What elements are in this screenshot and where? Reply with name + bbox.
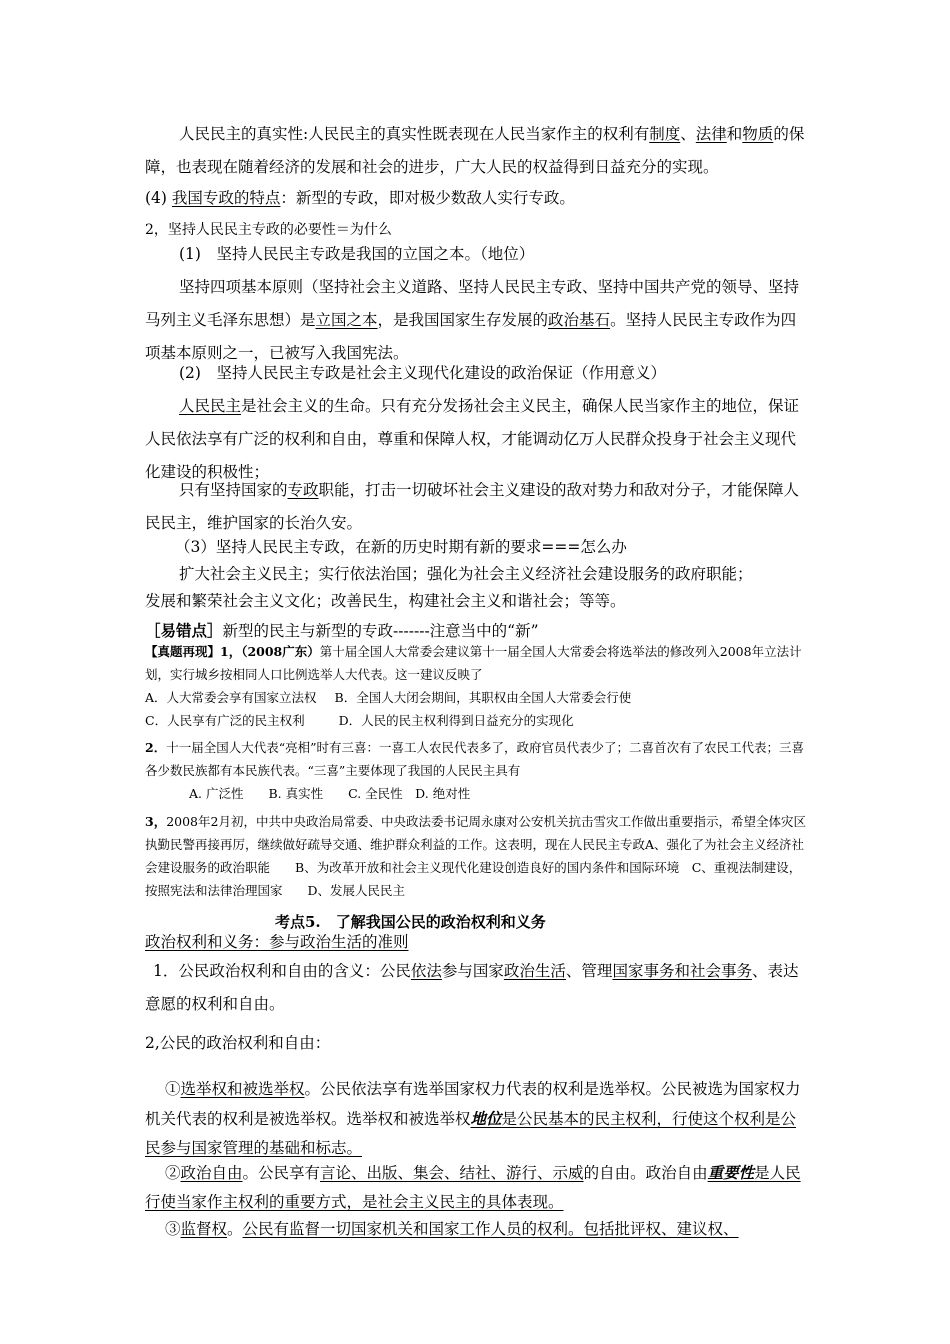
- underlined-term: 政治生活: [503, 962, 566, 980]
- underlined-term: 选举权和被选举权: [180, 1080, 305, 1098]
- note-label: ［易错点］: [145, 621, 223, 640]
- paragraph-right-supervise: [145, 1215, 810, 1244]
- emphasis: 重要性: [707, 1163, 755, 1182]
- question-text: 十一届全国人大代表“亮相”时有三喜：一喜工人农民代表多了，政府官员代表少了；二喜首次有了农民工代表；三喜各少数民族都有本民族代表。“三喜”主要体现了我国的人民民主具有: [145, 740, 804, 778]
- item-mark: ③: [165, 1220, 181, 1238]
- underlined-term: 专政: [287, 481, 319, 499]
- underlined-subheading: 政治权利和义务：参与政治生活的准则: [145, 933, 409, 951]
- paragraph-political-rights-meaning: [145, 955, 810, 1021]
- question-number: 2．: [145, 740, 167, 755]
- option-d: D、发展人民民主: [307, 883, 406, 898]
- text: 参与国家: [441, 962, 504, 980]
- underlined-term: 监督权: [180, 1220, 228, 1238]
- underlined-term: 言论、出版、集会、结社、游行、示威: [320, 1164, 584, 1182]
- text: 只有坚持国家的: [179, 481, 288, 499]
- text: 、表达意愿的权利和自由。: [145, 962, 799, 1013]
- question-label: 【真题再现】: [145, 644, 221, 659]
- paragraph-requirements-1: 扩大社会主义民主；实行依法治国；强化为社会主义经济社会建设服务的政府职能；: [179, 565, 753, 583]
- text: 的保障，也表现在随着经济的发展和社会的进步，广大人民的权益得到日益充分的实现。: [145, 125, 805, 176]
- option-d: D．人民的民主权利得到日益充分的实现化: [338, 713, 574, 728]
- question-text: 第十届全国人大常委会建议第十一届全国人大常委会将选举法的修改列入2008年立法计划，实行城乡按相同人口比例选举人大代表。这一建议反映了: [145, 644, 802, 682]
- paragraph-authenticity: [145, 118, 810, 184]
- item-mark: ②: [165, 1164, 181, 1182]
- paragraph-rights-list-heading: 2,公民的政治权利和自由：: [145, 1034, 331, 1052]
- item-number: (4): [145, 189, 167, 207]
- underlined-term: 是人民行使当家作主权利的重要方式，是社会主义民主的具体表现。: [145, 1164, 801, 1211]
- text: ：新型的专政，即对极少数敌人实行专政。: [280, 189, 575, 207]
- item-mark: ①: [165, 1080, 181, 1098]
- underlined-term: 国家事务和社会事务: [612, 962, 752, 980]
- text: 是社会主义的生命。只有充分发扬社会主义民主，确保人民当家作主的地位，保证人民依法享有广泛的权利和自由，尊重和保障人权，才能调动亿万人民群众投身于社会主义现代化建设的积极性；: [145, 397, 800, 481]
- paragraph-requirements-2: 发展和繁荣社会主义文化；改善民生，构建社会主义和谐社会；等等。: [145, 592, 626, 610]
- underlined-term: 公民有监督一切国家机关和国家工作人员的权利。包括批评权、建议权、: [242, 1220, 739, 1238]
- underlined-term: 政治基石: [548, 311, 611, 329]
- text: 和: [726, 125, 743, 143]
- text: 1．公民政治权利和自由的含义：公民: [153, 962, 411, 980]
- subheading: [145, 930, 810, 954]
- question-number: 3，: [145, 814, 167, 829]
- paragraph-right-freedom: [145, 1158, 810, 1217]
- emphasis: 地位: [470, 1109, 502, 1128]
- text: 、: [680, 125, 696, 143]
- question-source: （2008广东）: [241, 644, 320, 659]
- topic-title: 了解我国公民的政治权利和义务: [335, 913, 546, 931]
- underlined-term: 政治自由: [180, 1164, 243, 1182]
- underlined-term: 立国之本: [315, 311, 378, 329]
- point-2: (2) 坚持人民民主专政是社会主义现代化建设的政治保证（作用意义）: [179, 364, 666, 382]
- text: ，是我国国家生存发展的: [377, 311, 549, 329]
- options: A. 广泛性 B. 真实性 C. 全民性 D. 绝对性: [189, 786, 471, 801]
- option-c: C、重视法制建设，按照宪法和法律治理国家: [145, 860, 802, 898]
- text: 的自由。政治自由: [583, 1164, 708, 1182]
- question-1: [145, 640, 810, 732]
- text: 新型的民主与新型的专政-------注意当中的“新”: [222, 622, 539, 640]
- underlined-term: 制度: [649, 125, 681, 143]
- section-heading-necessity: 2，坚持人民民主专政的必要性＝为什么: [145, 222, 392, 238]
- question-2: [145, 736, 810, 805]
- underlined-term: 依法: [410, 962, 442, 980]
- text: 坚持四项基本原则（坚持社会主义道路、坚持人民民主专政、坚持中国共产党的领导、坚持马列主义毛泽东思想）是: [145, 278, 800, 329]
- text: 职能，打击一切破坏社会主义建设的敌对势力和敌对分子，才能保障人民民主，维护国家的长治久安。: [145, 481, 800, 532]
- text: 。公民依法享有选举国家权力代表的权利是选举权。公民被选为国家权力机关代表的权利是被选举权。选举权和被选举权: [145, 1080, 801, 1128]
- question-number: 1，: [220, 644, 242, 659]
- text: 、管理: [565, 962, 613, 980]
- text: 。公民享有: [242, 1164, 321, 1182]
- option-a: A、强化了为社会主义经济社会建设服务的政治职能: [145, 837, 805, 875]
- underlined-term: 物质: [742, 125, 774, 143]
- paragraph-dictatorship-features: [145, 182, 810, 215]
- text: 。: [227, 1220, 243, 1238]
- paragraph-four-principles: [145, 271, 810, 370]
- option-c: C．人民享有广泛的民主权利: [145, 713, 305, 728]
- option-a: A．人大常委会享有国家立法权: [145, 690, 317, 705]
- option-b: B．全国人大闭会期间，其职权由全国人大常委会行使: [334, 690, 632, 705]
- question-text: 2008年2月初，中共中央政治局常委、中央政法委书记周永康对公安机关抗击雪灾工作做出重要指示，希望全体灾区执勤民警再接再厉，继续做好疏导交通、维护群众利益的工作。这表明，现在人民民主专政: [145, 814, 806, 852]
- point-1: (1) 坚持人民民主专政是我国的立国之本。（地位）: [179, 245, 535, 263]
- text: 。坚持人民民主专政作为四项基本原则之一，已被写入我国宪法。: [145, 311, 797, 362]
- topic-label: 考点5.: [275, 913, 321, 931]
- question-3: [145, 810, 810, 902]
- underlined-term: 是公民基本的民主权利，行使这个权利是公民参与国家管理的基础和标志。: [145, 1110, 797, 1157]
- text: 人民民主的真实性:人民民主的真实性既表现在人民当家作主的权利有: [179, 125, 650, 143]
- underlined-term: 法律: [695, 125, 727, 143]
- point-3: （3）坚持人民民主专政，在新的历史时期有新的要求===怎么办: [175, 538, 627, 556]
- underlined-term: 人民民主: [179, 397, 242, 415]
- paragraph-right-vote: [145, 1075, 810, 1163]
- option-b: B、为改革开放和社会主义现代化建设创造良好的国内条件和国际环境: [295, 860, 680, 875]
- underlined-term: 我国专政的特点: [171, 189, 281, 207]
